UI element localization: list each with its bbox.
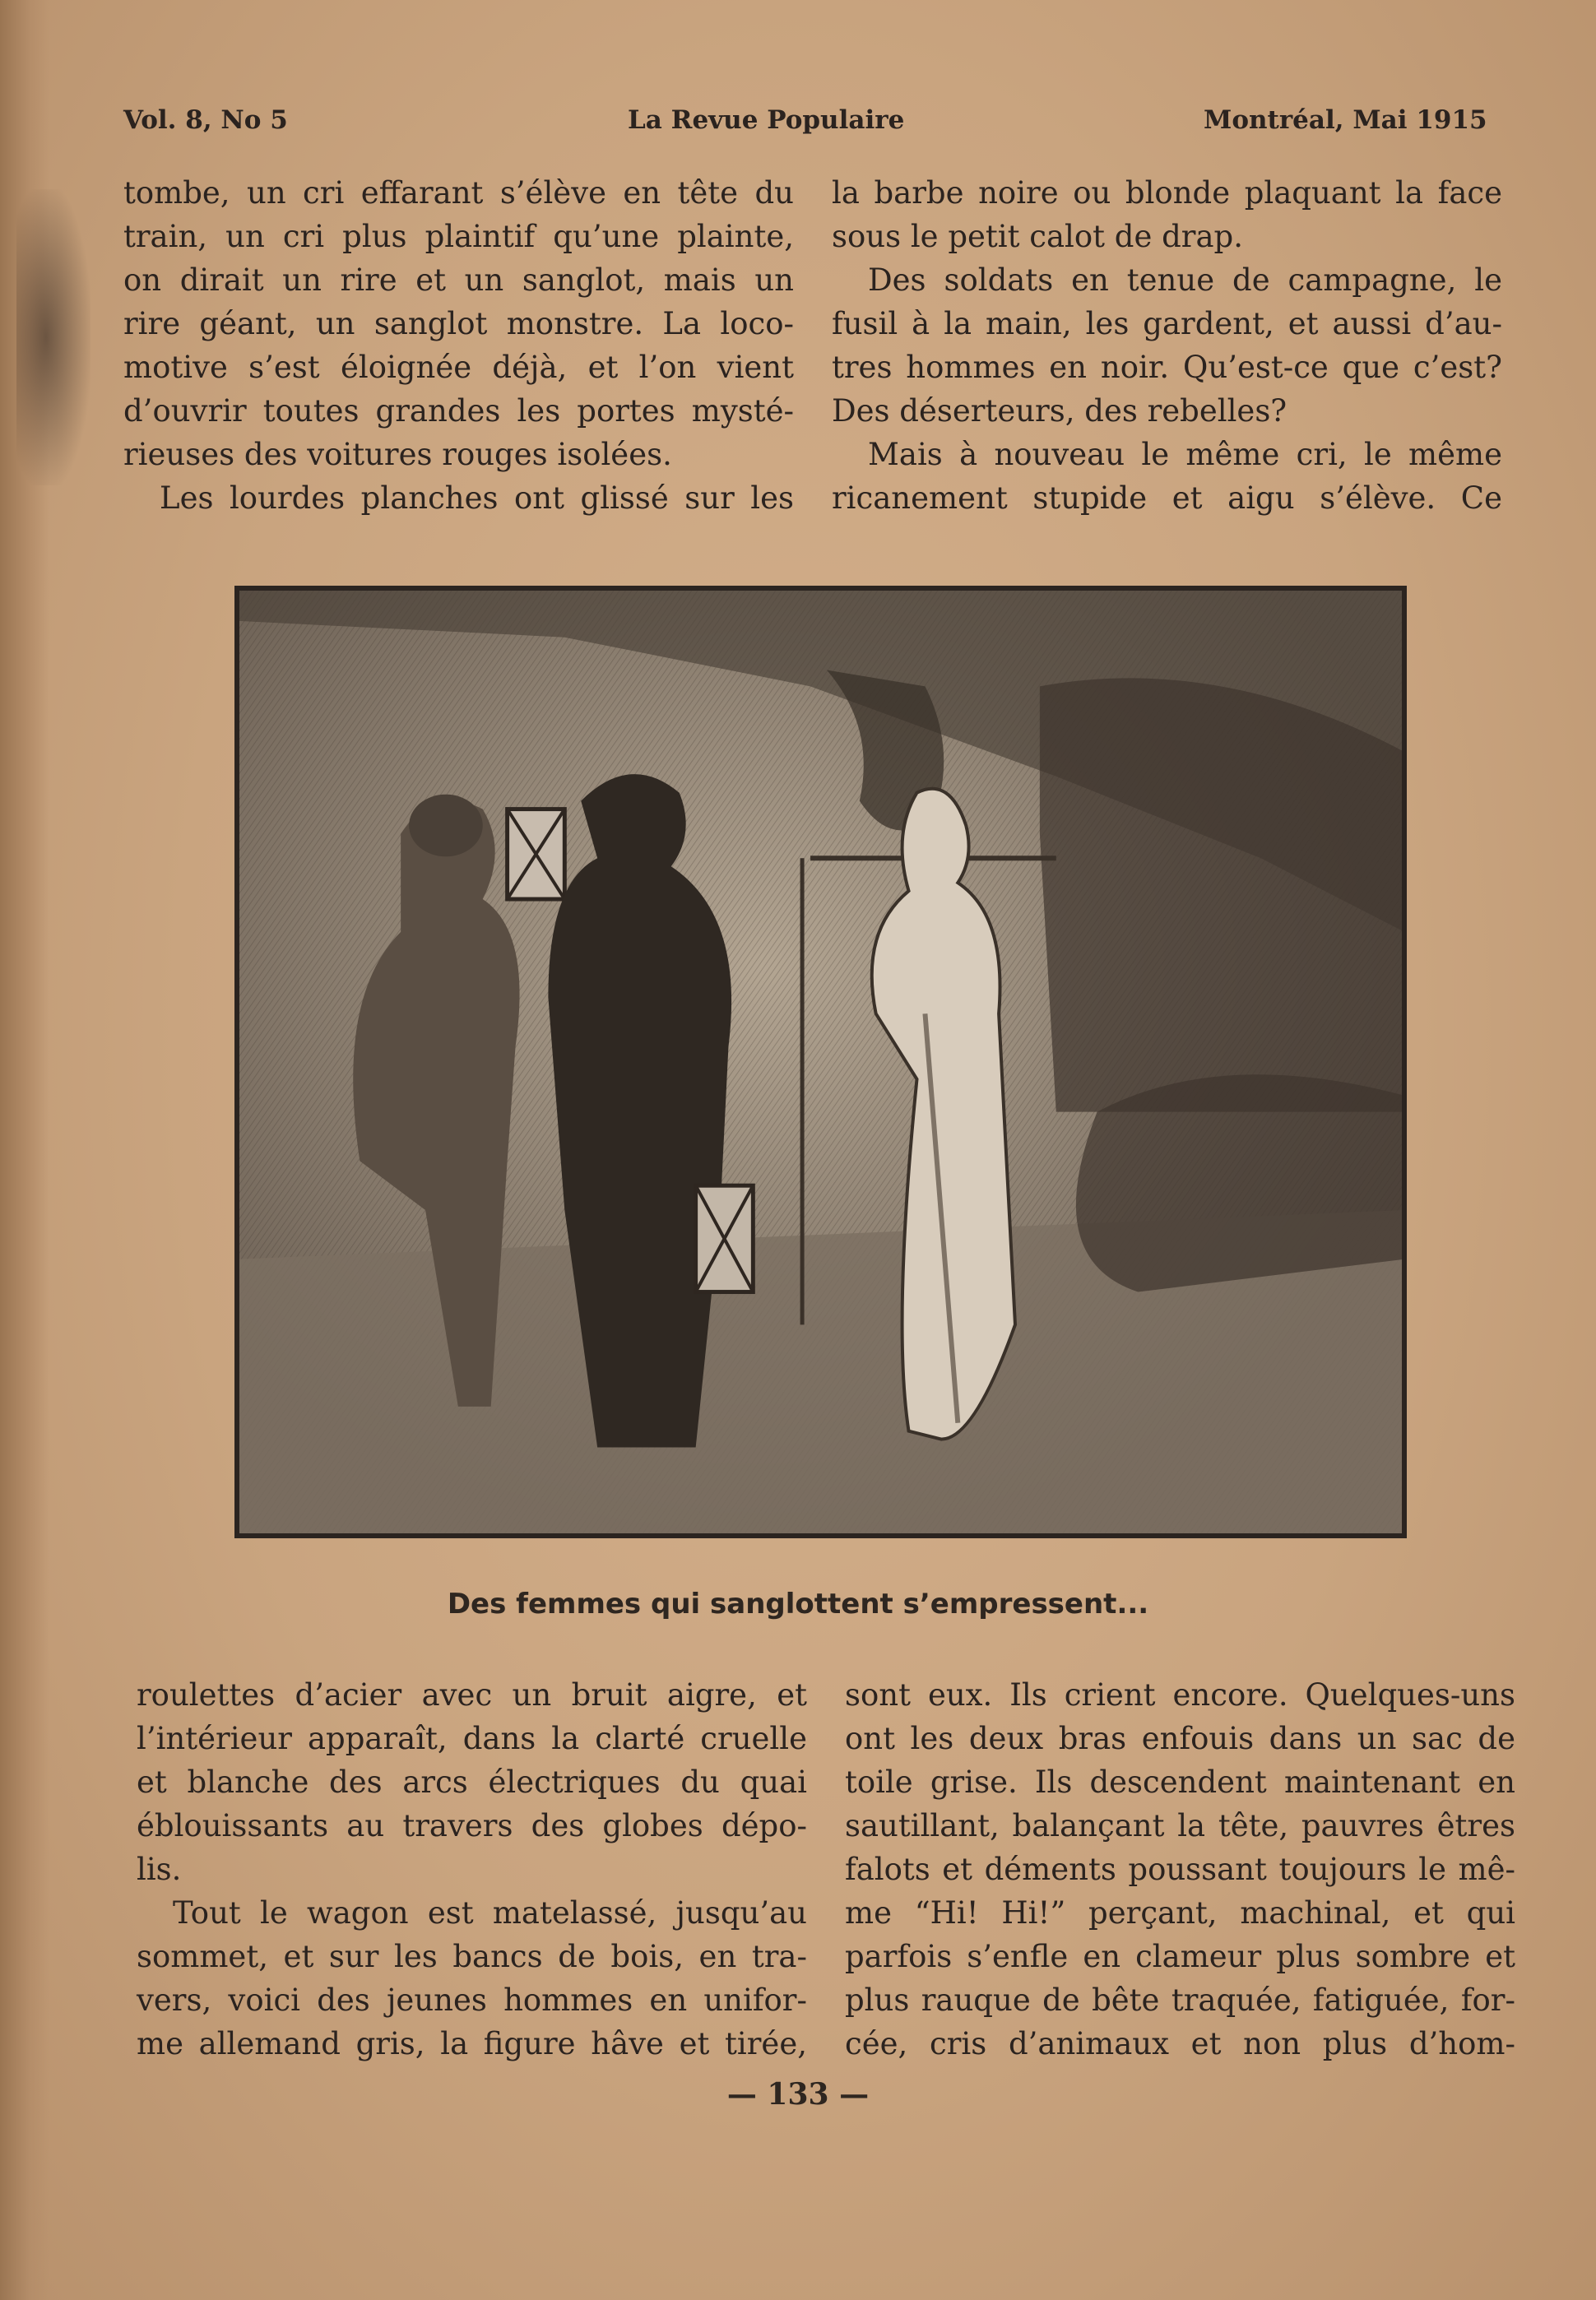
text-line: Les lourdes planches ont glissé sur les bbox=[160, 480, 794, 516]
ink-smudge bbox=[16, 189, 90, 485]
text-line: plus rauque de bête traquée, fatiguée, for- bbox=[845, 1982, 1515, 2018]
text-line: Mais à nouveau le même cri, le même bbox=[868, 437, 1502, 472]
text-line: me “Hi! Hi!” perçant, machinal, et qui bbox=[845, 1895, 1515, 1931]
text-line: tres hommes en noir. Qu’est-ce que c’est? bbox=[832, 350, 1502, 385]
text-line: me allemand gris, la figure hâve et tirée, bbox=[137, 2026, 807, 2061]
place-date: Montréal, Mai 1915 bbox=[1204, 105, 1487, 135]
text-line: ont les deux bras enfouis dans un sac de bbox=[845, 1721, 1515, 1756]
text-line: Tout le wagon est matelassé, jusqu’au bbox=[173, 1895, 807, 1931]
text-line: éblouissants au travers des globes dépo- bbox=[137, 1808, 807, 1843]
text-line: Des soldats en tenue de campagne, le bbox=[868, 262, 1502, 298]
text-line: train, un cri plus plaintif qu’une plainte, bbox=[123, 219, 794, 254]
bottom-left-column bbox=[137, 1673, 807, 2066]
text-line: sous le petit calot de drap. bbox=[832, 219, 1243, 254]
text-line: toile grise. Ils descendent maintenant en bbox=[845, 1764, 1515, 1800]
text-line: sont eux. Ils crient encore. Quelques-uns bbox=[845, 1677, 1515, 1713]
text-line: d’ouvrir toutes grandes les portes mysté- bbox=[123, 393, 794, 429]
text-line: cée, cris d’animaux et non plus d’hom- bbox=[845, 2026, 1515, 2061]
text-line: l’intérieur apparaît, dans la clarté cruelle bbox=[137, 1721, 807, 1756]
figure-caption: Des femmes qui sanglottent s’empressent... bbox=[447, 1588, 1149, 1621]
text-line: falots et déments poussant toujours le mê- bbox=[845, 1852, 1515, 1887]
text-line: tombe, un cri effarant s’élève en tête du bbox=[123, 175, 794, 211]
text-line: sautillant, balançant la tête, pauvres êtres bbox=[845, 1808, 1515, 1843]
text-line: et blanche des arcs électriques du quai bbox=[137, 1764, 807, 1800]
top-left-column bbox=[123, 171, 794, 520]
text-line: on dirait un rire et un sanglot, mais un bbox=[123, 262, 794, 298]
journal-title: La Revue Populaire bbox=[628, 105, 905, 135]
text-line: sommet, et sur les bancs de bois, en tra- bbox=[137, 1939, 807, 1974]
text-line: roulettes d’acier avec un bruit aigre, et bbox=[137, 1677, 807, 1713]
running-header bbox=[0, 105, 1596, 146]
illustration bbox=[234, 586, 1407, 1538]
text-line: parfois s’enfle en clameur plus sombre et bbox=[845, 1939, 1515, 1974]
text-line: ricanement stupide et aigu s’élève. Ce bbox=[832, 480, 1502, 516]
text-line: Des déserteurs, des rebelles? bbox=[832, 393, 1287, 429]
text-line: vers, voici des jeunes hommes en unifor- bbox=[137, 1982, 807, 2018]
top-right-column bbox=[832, 171, 1502, 520]
page-number: — 133 — bbox=[726, 2077, 870, 2112]
engraving-image bbox=[237, 588, 1404, 1536]
text-line: motive s’est éloignée déjà, et l’on vient bbox=[123, 350, 794, 385]
text-line: la barbe noire ou blonde plaquant la face bbox=[832, 175, 1502, 211]
volume-number: Vol. 8, No 5 bbox=[123, 105, 288, 135]
text-line: lis. bbox=[137, 1852, 182, 1887]
text-line: fusil à la main, les gardent, et aussi d’au- bbox=[832, 306, 1502, 341]
text-line: rieuses des voitures rouges isolées. bbox=[123, 437, 672, 472]
bottom-right-column bbox=[845, 1673, 1515, 2066]
text-line: rire géant, un sanglot monstre. La loco- bbox=[123, 306, 794, 341]
